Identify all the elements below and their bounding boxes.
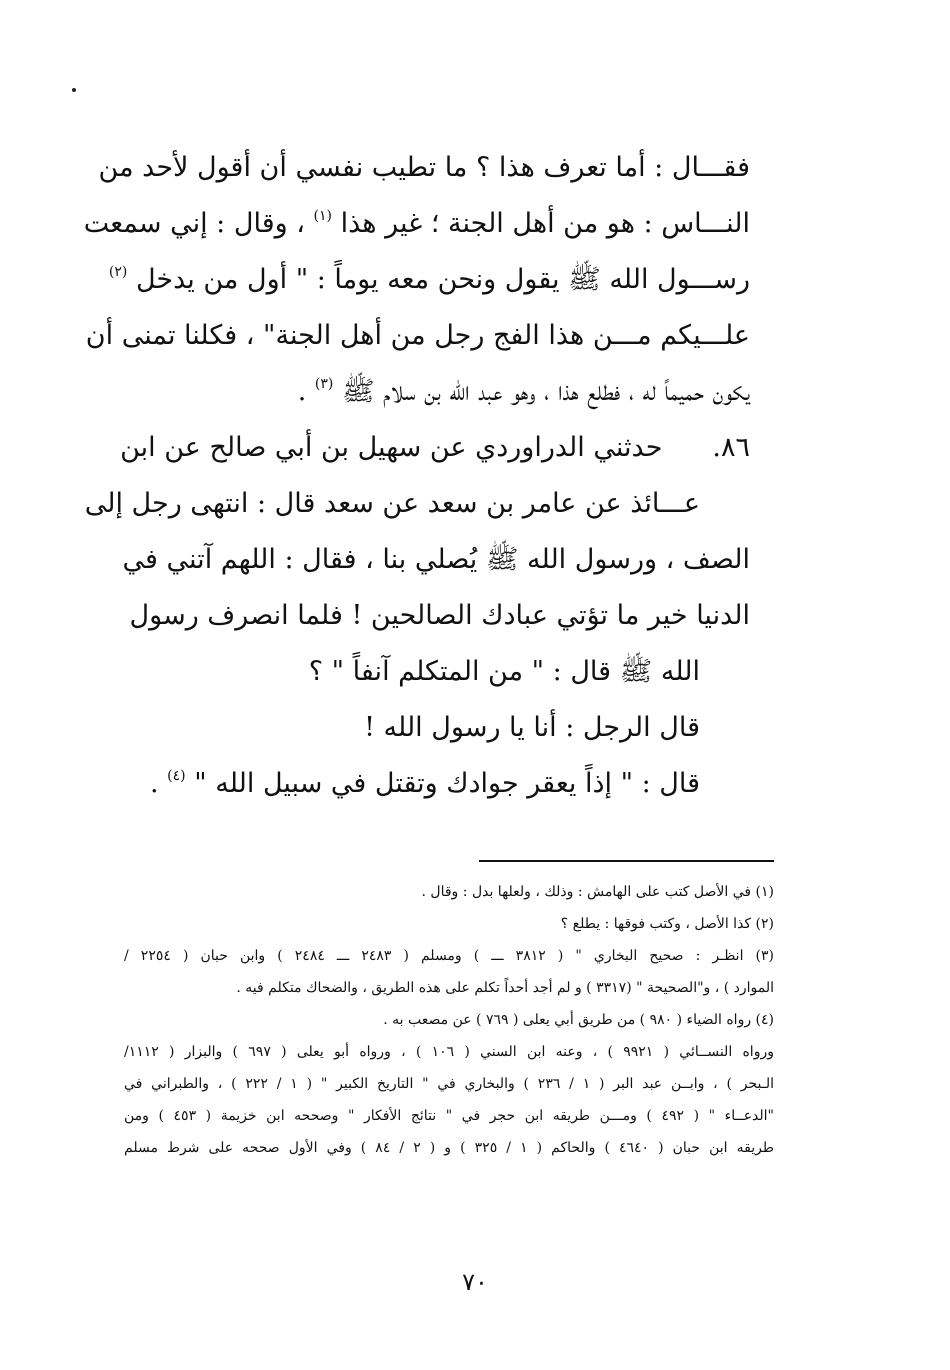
- page-number: ٧٠: [462, 1268, 488, 1296]
- footnote-4-line-3: الـبحر ) ، وابــن عبد البر ( ١ / ٢٣٦ ) والبخاري في " التاريخ الكبير " ( ١ / ٢٢٢ ) ، والطبراني في: [124, 1076, 775, 1092]
- footnote-4-line-2: ورواه النســائي ( ٩٩٢١ ) ، وعنه ابن السني ( ١٠٦ ) ، ورواه أبو يعلى ( ٦٩٧ ) والبزار ( ١١١٢/: [124, 1044, 774, 1060]
- footnote-3-continued: الموارد ) ، و"الصحيحة " (٣٣١٧ ) و لم أجد أحداً تكلم على هذه الطريق ، والضحاك متكلم فيه .: [236, 980, 774, 996]
- text-line-7: عـــائذ عن عامر بن سعد عن سعد قال : انتهى رجل إلى: [84, 488, 700, 519]
- text-line-9: الدنيا خير ما تؤتي عبادك الصالحين ! فلما انصرف رسول: [129, 600, 750, 631]
- text-line-2: النـــاس : هو من أهل الجنة ؛ غير هذا $^{(١)}$ ، وقال : إني سمعت: [83, 208, 750, 239]
- footnote-marker-1: (١): [313, 208, 333, 224]
- text-line-10: الله ﷺ قال : " من المتكلم آنفاً " ؟: [308, 656, 700, 687]
- text-line-3: رســـول الله ﷺ يقول ونحن معه يوماً : " أول من يدخل $^{(٢)}$: [108, 264, 750, 295]
- footnote-1: (١) في الأصل كتب على الهامش : وذلك ، ولعلها بدل : وقال .: [421, 884, 774, 900]
- text-line-1: فقـــال : أما تعرف هذا ؟ ما تطيب نفسي أن أقول لأحد من: [98, 152, 750, 183]
- footnotes: [124, 876, 774, 1164]
- footnote-4: (٤) رواه الضياء ( ٩٨٠ ) من طريق أبي يعلى ( ٧٦٩ ) عن مصعب به .: [383, 1012, 774, 1028]
- footnote-marker-3: (٣): [314, 376, 334, 392]
- footnote-marker-4: (٤): [167, 768, 186, 784]
- footnote-3: (٣) انظـر : صحيح البخاري " ( ٣٨١٢ ـــ ) ومسلم ( ٢٤٨٣ ـــ ٢٤٨٤ ) وابن حبان ( ٢٢٥٤ /: [124, 948, 774, 964]
- hadith-number: ٨٦.: [712, 432, 750, 463]
- footnote-separator: [479, 860, 774, 862]
- footnote-4-line-5: طريقه ابن حبان ( ٤٦٤٠ ) والحاكم ( ١ / ٣٢٥ ) و ( ٢ / ٨٤ ) وفي الأول صححه على شرط مسلم: [124, 1140, 774, 1156]
- footnote-4-line-4: "الدعــاء " ( ٤٩٢ ) ومـــن طريقه ابن حجر في " نتائج الأفكار " وصححه ابن خزيمة ( ٤٥٣ ) ومن: [124, 1108, 774, 1124]
- main-text: [83, 140, 750, 812]
- text-line-5: يكون حميماً له ، فطلع هذا ، وهو عبد الله بن سلام ﷺ $^{(٣)}$ .: [297, 376, 750, 407]
- scan-speck: [72, 88, 76, 92]
- text-line-4: علـــيكم مـــن هذا الفج رجل من أهل الجنة" ، فكلنا تمنى أن: [85, 320, 750, 351]
- text-line-6: ٨٦.حدثني الدراوردي عن سهيل بن أبي صالح عن ابن: [140, 420, 750, 476]
- text-line-8: الصف ، ورسول الله ﷺ يُصلي بنا ، فقال : اللهم آتني في: [122, 544, 750, 575]
- text-line-12: قال : " إذاً يعقر جوادك وتقتل في سبيل الله " $^{(٤)}$ .: [149, 768, 700, 799]
- text-line-11: قال الرجل : أنا يا رسول الله !: [364, 712, 700, 743]
- footnote-2: (٢) كذا الأصل ، وكتب فوقها : يطلع ؟: [560, 916, 774, 932]
- footnote-marker-2: (٢): [108, 264, 128, 280]
